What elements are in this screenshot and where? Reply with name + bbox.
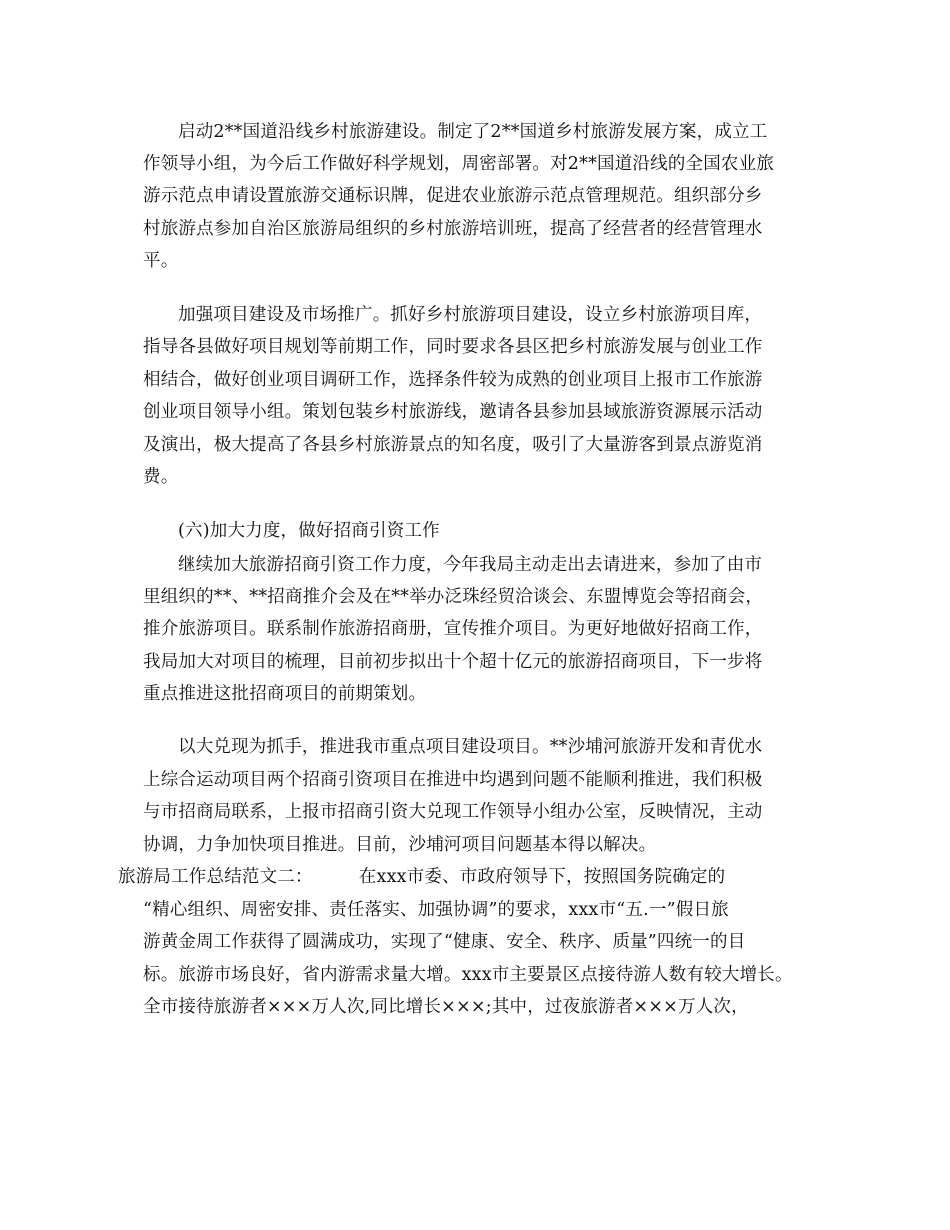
text-line: 相结合，做好创业项目调研工作，选择条件较为成熟的创业项目上报市工作旅游 [143, 370, 763, 390]
text-line: 全市接待旅游者×××万人次,同比增长×××;其中，过夜旅游者×××万人次， [143, 997, 749, 1017]
text-line: 重点推进这批招商项目的前期策划。 [143, 684, 427, 704]
text-line: 作领导小组，为今后工作做好科学规划，周密部署。对2**国道沿线的全国农业旅 [143, 154, 775, 174]
text-line: 游示范点申请设置旅游交通标识牌，促进农业旅游示范点管理规范。组织部分乡 [143, 186, 763, 206]
text-line: 创业项目领导小组。策划包装乡村旅游线，邀请各县参加县域旅游资源展示活动 [143, 402, 763, 422]
text-line: 旅游局工作总结范文二： 在xxx市委、市政府领导下，按照国务院确定的 [118, 867, 726, 887]
text-line: “精心组织、周密安排、责任落实、加强协调”的要求，xxx市“五.一”假日旅 [143, 900, 729, 920]
text-line: 费。 [143, 467, 179, 487]
text-line: 游黄金周工作获得了圆满成功，实现了“健康、安全、秩序、质量”四统一的目 [143, 932, 746, 952]
text-line: 我局加大对项目的梳理，目前初步拟出十个超十亿元的旅游招商项目，下一步将 [143, 652, 763, 672]
text-line: 推介旅游项目。联系制作旅游招商册，宣传推介项目。为更好地做好招商工作， [143, 619, 763, 639]
text-line: 与市招商局联系，上报市招商引资大兑现工作领导小组办公室，反映情况，主动 [143, 802, 763, 822]
text-line: 协调，力争加快项目推进。目前，沙埔河项目问题基本得以解决。 [143, 835, 657, 855]
text-line: 指导各县做好项目规划等前期工作，同时要求各县区把乡村旅游发展与创业工作 [143, 337, 763, 357]
text-line: 以大兑现为抓手，推进我市重点项目建设项目。**沙埔河旅游开发和青优水 [178, 737, 763, 757]
section-heading: (六)加大力度，做好招商引资工作 [178, 521, 440, 541]
text-line: 继续加大旅游招商引资工作力度，今年我局主动走出去请进来，参加了由市 [178, 555, 763, 575]
text-line: 及演出，极大提高了各县乡村旅游景点的知名度，吸引了大量游客到景点游览消 [143, 435, 763, 455]
text-line: 标。旅游市场良好，省内游需求量大增。xxx市主要景区点接待游人数有较大增长。 [143, 965, 793, 985]
text-line: 平。 [143, 251, 179, 271]
text-line: 村旅游点参加自治区旅游局组织的乡村旅游培训班，提高了经营者的经营管理水 [143, 219, 763, 239]
text-line: 上综合运动项目两个招商引资项目在推进中均遇到问题不能顺利推进，我们积极 [143, 770, 763, 790]
text-line: 启动2**国道沿线乡村旅游建设。制定了2**国道乡村旅游发展方案，成立工 [178, 122, 768, 142]
text-line: 里组织的**、**招商推介会及在**举办泛珠经贸洽谈会、东盟博览会等招商会， [143, 587, 764, 607]
text-line: 加强项目建设及市场推广。抓好乡村旅游项目建设，设立乡村旅游项目库， [178, 305, 763, 325]
